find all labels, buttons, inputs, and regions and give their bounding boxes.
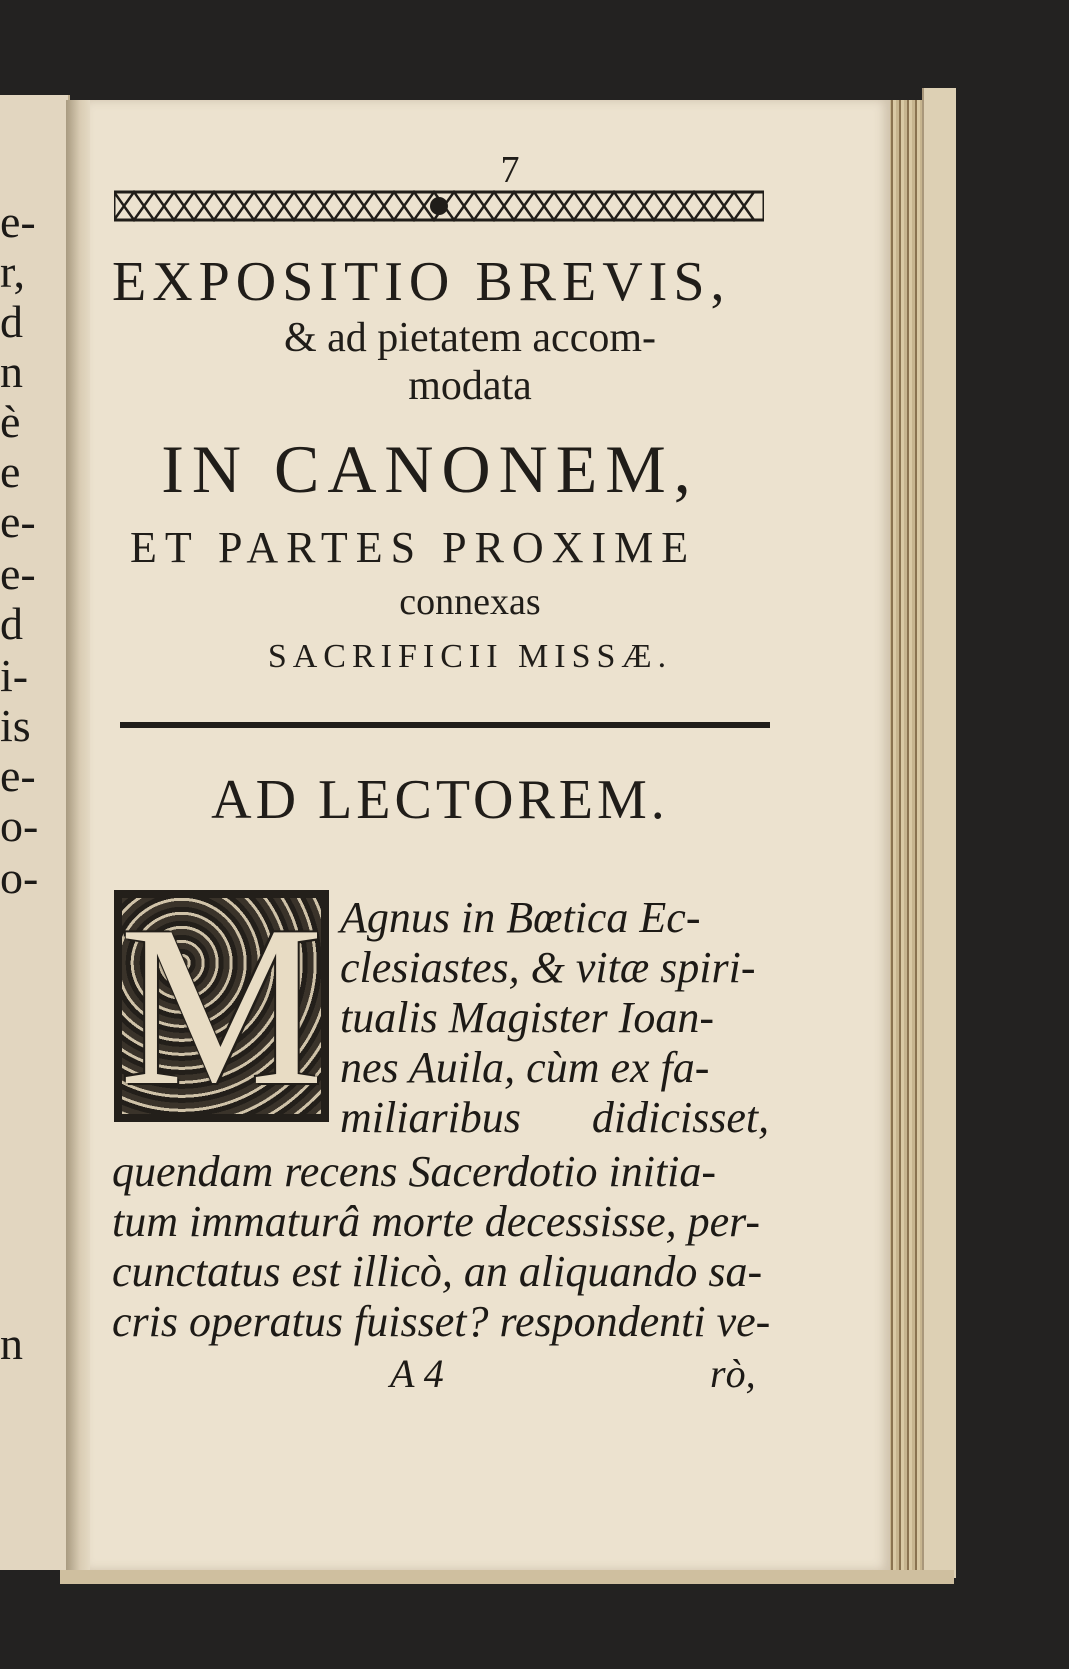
body-line: tum immaturâ morte decessisse, per-: [112, 1197, 761, 1246]
body-line: cunctatus est illicò, an aliquando sa-: [112, 1247, 763, 1296]
right-page: [90, 100, 890, 1570]
left-fragment: d: [0, 296, 23, 347]
book-cover-edge: [922, 88, 956, 1578]
title-line-7: SACRIFICII MISSÆ.: [267, 638, 673, 675]
left-fragment: is: [0, 700, 31, 751]
section-heading: AD LECTOREM.: [211, 769, 669, 831]
left-fragment: r,: [0, 246, 25, 297]
body-line: clesiastes, & vitæ spiri-: [340, 943, 756, 992]
left-fragment: e-: [0, 496, 36, 547]
title-line-2: & ad pietatem accom-: [284, 315, 656, 361]
left-fragment: n: [0, 1318, 23, 1369]
left-fragment: e-: [0, 548, 36, 599]
signature-mark: A 4: [390, 1351, 444, 1396]
body-line: quendam recens Sacerdotio initia-: [112, 1147, 717, 1196]
title-line-5: ET PARTES PROXIME: [130, 523, 697, 572]
body-line: miliaribus didicisset,: [340, 1093, 770, 1142]
title-line-4: IN CANONEM,: [161, 431, 699, 507]
left-fragment: o-: [0, 800, 39, 851]
title-line-3: modata: [408, 363, 532, 409]
decorated-initial: [114, 878, 329, 1133]
left-fragment: i-: [0, 650, 29, 701]
left-fragment: d: [0, 598, 23, 649]
title-line-6: connexas: [399, 581, 541, 623]
body-line: cris operatus fuisset? respondenti ve-: [112, 1297, 771, 1346]
ornamental-band: [114, 186, 764, 226]
title-line-1: EXPOSITIO BREVIS,: [112, 251, 731, 313]
catchword: rò,: [710, 1351, 756, 1396]
book-cover-bottom: [60, 1570, 954, 1584]
drop-cap-letter: M: [119, 878, 324, 1133]
left-fragment: è: [0, 396, 21, 447]
body-line: tualis Magister Ioan-: [340, 993, 714, 1042]
left-fragment: e-: [0, 196, 36, 247]
left-page-edge: [0, 95, 70, 1570]
left-fragment: o-: [0, 852, 39, 903]
left-fragment: n: [0, 346, 23, 397]
left-fragment: e: [0, 446, 21, 497]
body-line: Agnus in Bœtica Ec-: [340, 893, 701, 942]
page-number: 7: [500, 149, 520, 191]
body-line: nes Auila, cùm ex fa-: [340, 1043, 710, 1092]
horizontal-rule: [120, 720, 770, 730]
left-fragment: e-: [0, 750, 36, 801]
